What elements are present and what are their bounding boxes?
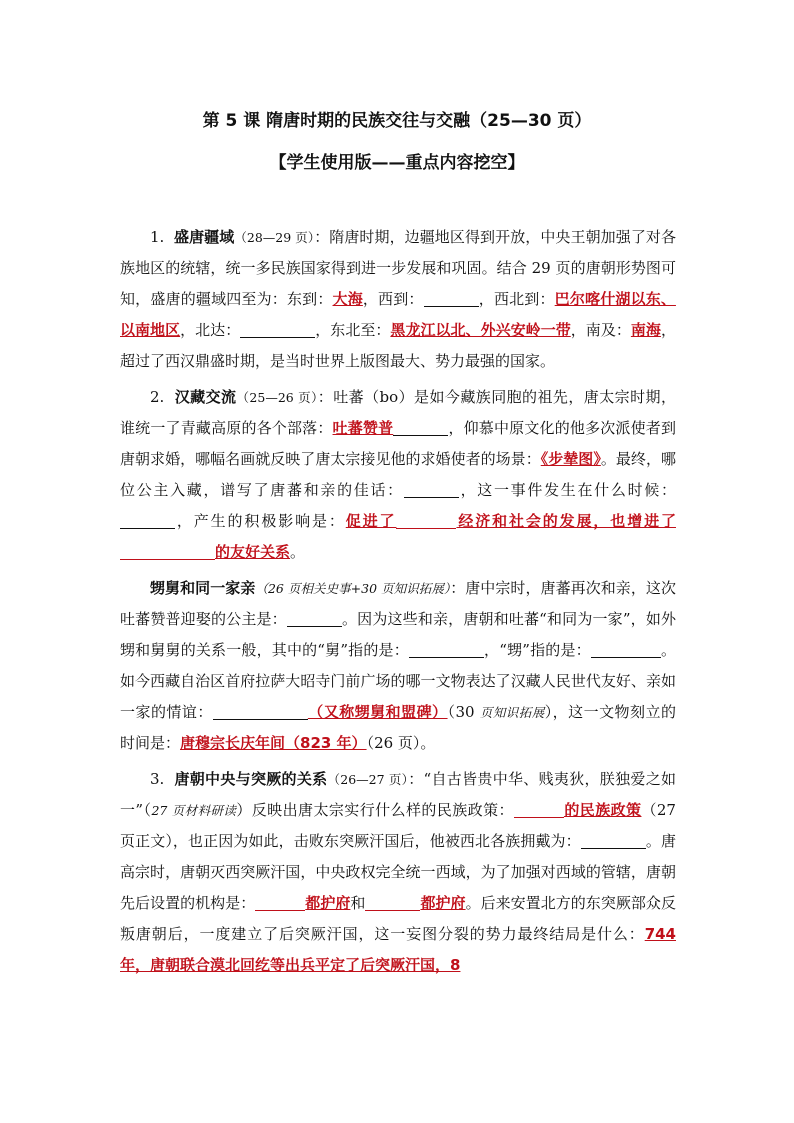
text: ：唐中宗时，唐蕃再次和亲，这次吐蕃赞普迎娶的公主是： xyxy=(120,579,676,628)
blank-princess-2[interactable] xyxy=(287,608,342,627)
section-number: 2. xyxy=(150,388,165,406)
text: （26 页）。 xyxy=(366,734,436,752)
page-ref: （25—26 页） xyxy=(236,390,318,405)
text: ，西到： xyxy=(362,290,424,308)
text: ，“甥”指的是： xyxy=(483,641,591,659)
blank-effect-b[interactable] xyxy=(120,541,215,560)
lesson-title: 第 5 课 隋唐时期的民族交往与交融（25—30 页） xyxy=(202,111,592,131)
answer-date: 唐穆宗长庆年间（823 年） xyxy=(180,734,367,752)
text: 。如今西藏自治区首府拉萨大昭寺门前广场的哪一文物表达了汉藏人民世代友好、亲如一家的情谊： xyxy=(120,641,676,721)
text: 。 xyxy=(290,543,306,561)
text: ，仰慕中原文化的他多次派使者到唐朝求婚，哪幅名画就反映了唐太宗接见他的求婚使者的场景： xyxy=(120,419,676,468)
text: 。因为这些和亲，唐朝和吐蕃“和同为一家”，如外甥和舅舅的关系一般，其中的“舅”指的是： xyxy=(120,610,676,659)
blank-stele[interactable] xyxy=(213,701,308,720)
text: ，产生的积极影响是： xyxy=(175,512,346,530)
blank-fu-2[interactable] xyxy=(365,892,420,911)
answer-south: 南海 xyxy=(630,321,661,339)
page-ref: （26—27 页） xyxy=(327,772,409,787)
blank-north[interactable] xyxy=(240,319,315,338)
section-heading: 唐朝中央与突厥的关系 xyxy=(174,770,328,788)
answer-northeast: 黑龙江以北、外兴安岭一带 xyxy=(390,321,571,339)
answer-protectorate-2: 都护府 xyxy=(420,894,466,912)
section-3 xyxy=(120,764,676,981)
document-body xyxy=(120,222,676,986)
text: 。最终，哪位公主入藏，谱写了唐蕃和亲的佳话： xyxy=(120,450,676,499)
blank-princess[interactable] xyxy=(404,479,459,498)
text: 。后来安置北方的东突厥部众反叛唐朝后，一度建立了后突厥汗国，这一妄图分裂的势力最终结局是什么： xyxy=(120,894,676,943)
page-ref: 27 页材料研读 xyxy=(151,803,237,818)
page-ref: 页知识拓展 xyxy=(479,705,545,720)
section-2b xyxy=(120,573,676,759)
text: ，这一事件发生在什么时候： xyxy=(458,481,676,499)
answer-effect-1: 促进了 xyxy=(345,512,397,530)
lesson-subtitle: 【学生使用版——重点内容挖空】 xyxy=(269,153,525,173)
answer-northwest: 巴尔喀什湖以东、以南地区 xyxy=(120,290,676,339)
text: ，北达： xyxy=(180,321,241,339)
text: ，超过了西汉鼎盛时期，是当时世界上版图最大、势力最强的国家。 xyxy=(120,321,676,370)
text: ，东北至： xyxy=(315,321,391,339)
answer-ending: 744 年，唐朝联合漠北回纥等出兵平定了后突厥汗国，8 xyxy=(120,925,676,974)
answer-stele: （又称甥舅和盟碑） xyxy=(307,703,448,721)
page-ref: （28—29 页） xyxy=(234,230,315,245)
section-number: 3. xyxy=(150,770,165,788)
blank-title[interactable] xyxy=(581,830,646,849)
blank-nephew[interactable] xyxy=(591,639,661,658)
text: ：“自古皆贵中华、贱夷狄，朕独爱之如一”（ xyxy=(120,770,676,819)
text: 和 xyxy=(350,894,366,912)
text: ），这一文物刻立的时间是： xyxy=(120,703,676,752)
blank-ruler-tail[interactable] xyxy=(393,417,448,436)
blank-west[interactable] xyxy=(424,288,479,307)
answer-effect-3: 的友好关系 xyxy=(215,543,291,561)
text: ：隋唐时期，边疆地区得到开放，中央王朝加强了对各族地区的统辖，统一多民族国家得到进一步发展和巩固。结合 29 页的唐朝形势图可知，盛唐的疆域四至为：东到： xyxy=(120,228,676,308)
text: （27 页正文），也正因为如此，击败东突厥汗国后，他被西北各族拥戴为： xyxy=(120,801,676,850)
blank-effect-a[interactable] xyxy=(396,510,456,529)
section-number: 1. xyxy=(150,228,165,246)
page-ref: （26 页相关史事+30 页知识拓展） xyxy=(255,581,451,596)
section-heading: 盛唐疆域 xyxy=(174,228,235,246)
blank-time[interactable] xyxy=(120,510,175,529)
section-heading: 甥舅和同一家亲 xyxy=(150,579,256,597)
answer-painting: 《步辇图》 xyxy=(540,450,601,468)
text: ，西北到： xyxy=(478,290,555,308)
text: （30 xyxy=(447,703,480,721)
answer-ruler: 吐蕃赞普 xyxy=(332,419,394,437)
blank-fu-1[interactable] xyxy=(255,892,305,911)
text: ：吐蕃（bo）是如今藏族同胞的祖先，唐太宗时期，谁统一了青藏高原的各个部落： xyxy=(120,388,676,437)
answer-policy: 的民族政策 xyxy=(563,801,642,819)
section-2 xyxy=(120,382,676,568)
section-1 xyxy=(120,222,676,377)
text: 。唐高宗时，唐朝灭西突厥汗国，中央政权完全统一西域，为了加强对西域的管辖，唐朝先后设置的机构是： xyxy=(120,832,676,912)
blank-uncle[interactable] xyxy=(409,639,484,658)
text: ，南及： xyxy=(570,321,631,339)
section-heading: 汉藏交流 xyxy=(174,388,237,406)
answer-effect-2: 经济和社会的发展，也增进了 xyxy=(456,512,676,530)
answer-east: 大海 xyxy=(332,290,363,308)
blank-policy[interactable] xyxy=(514,799,564,818)
answer-protectorate-1: 都护府 xyxy=(305,894,351,912)
text: ）反映出唐太宗实行什么样的民族政策： xyxy=(236,801,514,819)
